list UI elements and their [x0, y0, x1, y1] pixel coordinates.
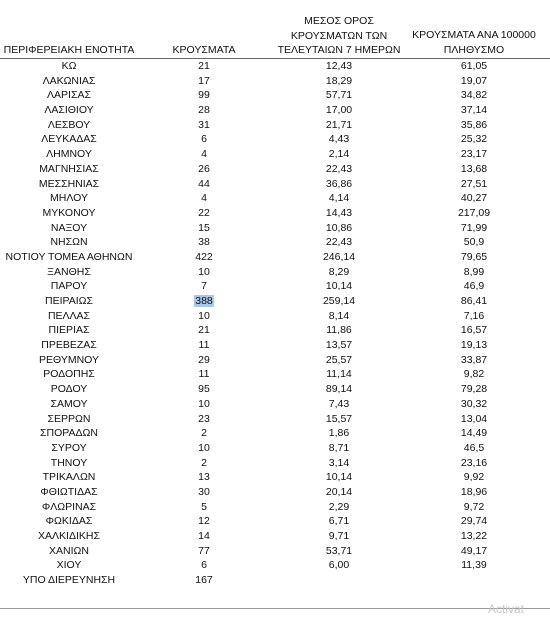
cell-cases[interactable]: 38 [198, 236, 210, 249]
table-row[interactable] [0, 206, 550, 221]
cell-seven-day-average[interactable]: 9,71 [328, 530, 350, 542]
cell-region[interactable]: ΣΠΟΡΑΔΩΝ [40, 427, 98, 440]
cell-seven-day-average[interactable]: 57,71 [325, 89, 353, 102]
table-row[interactable] [0, 485, 550, 500]
cell-cases-per-100k[interactable]: 71,99 [460, 221, 488, 234]
activation-watermark: Activat [488, 602, 525, 616]
cell-region[interactable]: ΧΙΟΥ [56, 559, 82, 572]
cell-cases[interactable]: 11 [198, 339, 210, 352]
cell-region[interactable]: ΛΑΡΙΣΑΣ [47, 89, 91, 102]
header-avg-line2: ΚΡΟΥΣΜΑΤΩΝ ΤΩΝ [290, 29, 388, 42]
cell-cases-per-100k[interactable]: 9,92 [463, 471, 485, 484]
table-row[interactable] [0, 544, 550, 559]
cell-seven-day-average[interactable]: 15,57 [325, 412, 353, 425]
cell-seven-day-average[interactable]: 10,14 [325, 280, 353, 293]
cell-cases-per-100k[interactable]: 27,51 [460, 177, 488, 190]
cell-region[interactable]: ΛΗΜΝΟΥ [46, 148, 92, 161]
cell-region[interactable]: ΝΗΣΩΝ [50, 236, 88, 249]
cell-cases[interactable]: 21 [198, 324, 210, 337]
cell-cases[interactable]: 30 [198, 485, 210, 498]
table-row[interactable] [0, 382, 550, 397]
cell-cases-per-100k[interactable]: 8,99 [463, 265, 485, 278]
cell-cases[interactable] [160, 294, 248, 309]
cell-cases[interactable]: 10 [198, 265, 210, 278]
cell-seven-day-average[interactable]: 3,14 [328, 456, 350, 469]
cell-cases-per-100k[interactable]: 40,27 [460, 192, 488, 205]
cell-cases[interactable]: 17 [198, 74, 210, 87]
table-row[interactable] [0, 250, 550, 265]
cell-cases[interactable]: 6 [201, 559, 207, 572]
cell-cases[interactable]: 95 [198, 383, 210, 396]
cell-cases-per-100k[interactable]: 33,87 [460, 353, 488, 366]
cell-region[interactable]: ΝΟΤΙΟΥ ΤΟΜΕΑ ΑΘΗΝΩΝ [5, 250, 133, 263]
header-region[interactable]: ΠΕΡΙΦΕΡΕΙΑΚΗ ΕΝΟΤΗΤΑ [3, 44, 135, 56]
cell-seven-day-average[interactable]: 246,14 [322, 250, 356, 263]
table-row[interactable] [0, 118, 550, 133]
cell-cases-per-100k[interactable]: 37,14 [460, 104, 488, 117]
cell-cases[interactable]: 2 [201, 456, 207, 469]
cell-cases[interactable]: 21 [198, 60, 210, 72]
cell-cases-per-100k[interactable]: 29,74 [460, 515, 488, 528]
cell-cases[interactable]: 23 [198, 412, 210, 425]
cell-region[interactable]: ΛΑΣΙΘΙΟΥ [44, 104, 94, 117]
cell-cases[interactable]: 5 [201, 500, 207, 513]
cell-cases-per-100k[interactable]: 9,82 [463, 368, 485, 381]
cell-seven-day-average[interactable]: 20,14 [325, 485, 353, 498]
table-row[interactable] [0, 309, 550, 324]
cell-cases-per-100k[interactable]: 217,09 [457, 206, 491, 219]
table-row[interactable] [0, 514, 550, 529]
cell-cases-per-100k[interactable]: 50,9 [463, 236, 485, 249]
cell-region[interactable]: ΚΩ [61, 60, 77, 72]
cell-cases-per-100k[interactable]: 79,28 [460, 383, 488, 396]
cell-cases-per-100k[interactable]: 49,17 [460, 544, 488, 557]
cell-region[interactable]: ΠΙΕΡΙΑΣ [48, 324, 90, 337]
table-row[interactable] [0, 132, 550, 147]
cell-seven-day-average[interactable]: 36,86 [325, 177, 353, 190]
cell-cases[interactable]: 12 [198, 515, 210, 528]
cell-region[interactable]: ΣΑΜΟΥ [50, 397, 88, 410]
cell-region[interactable]: ΛΕΥΚΑΔΑΣ [41, 133, 97, 146]
cell-cases[interactable]: 44 [198, 177, 210, 190]
cell-region[interactable]: ΦΛΩΡΙΝΑΣ [41, 500, 97, 513]
cell-seven-day-average[interactable]: 7,43 [328, 397, 350, 410]
cell-cases-per-100k[interactable]: 18,96 [460, 485, 488, 498]
cell-cases[interactable]: 6 [201, 133, 207, 146]
table-bottom-border [0, 608, 550, 609]
cell-region[interactable]: ΛΑΚΩΝΙΑΣ [42, 74, 96, 87]
cell-cases[interactable]: 11 [198, 368, 210, 381]
header-cases-per-100k[interactable] [398, 28, 550, 57]
table-row[interactable] [0, 59, 550, 74]
table-row[interactable] [0, 338, 550, 353]
cell-cases-per-100k[interactable]: 23,17 [460, 148, 488, 161]
table-row[interactable] [0, 265, 550, 280]
cell-seven-day-average[interactable]: 8,71 [328, 441, 350, 454]
cell-seven-day-average[interactable]: 8,14 [328, 309, 350, 322]
cell-region[interactable]: ΦΘΙΩΤΙΔΑΣ [40, 485, 98, 498]
table-row[interactable] [0, 426, 550, 441]
cell-cases-per-100k[interactable]: 9,72 [463, 500, 485, 513]
cell-cases[interactable]: 77 [198, 544, 210, 557]
cell-cases[interactable]: 29 [198, 353, 210, 366]
cell-seven-day-average[interactable]: 4,43 [328, 133, 350, 146]
table-row[interactable] [0, 500, 550, 515]
cell-cases[interactable]: 10 [198, 309, 210, 322]
header-seven-day-average[interactable] [268, 14, 410, 58]
table-row[interactable] [0, 323, 550, 338]
cell-cases[interactable]: 28 [198, 104, 210, 117]
cell-cases-per-100k[interactable]: 61,05 [460, 60, 488, 72]
cell-cases[interactable]: 4 [201, 148, 207, 161]
cell-seven-day-average[interactable]: 259,14 [322, 295, 356, 307]
table-row[interactable] [0, 529, 550, 544]
cell-cases[interactable]: 10 [198, 397, 210, 410]
cell-seven-day-average[interactable]: 14,43 [325, 206, 353, 219]
cell-seven-day-average[interactable]: 53,71 [325, 544, 353, 557]
cell-region[interactable]: ΡΟΔΟΥ [50, 383, 88, 396]
cell-cases[interactable]: 167 [195, 574, 213, 587]
table-row[interactable] [0, 470, 550, 485]
header-per-line2: ΠΛΗΘΥΣΜΟ [443, 43, 505, 56]
cell-seven-day-average[interactable]: 89,14 [325, 383, 353, 396]
cell-region[interactable]: ΣΕΡΡΩΝ [47, 412, 91, 425]
table-row[interactable] [0, 147, 550, 162]
cell-region[interactable]: ΧΑΝΙΩΝ [49, 544, 89, 557]
cell-region[interactable]: ΣΥΡΟΥ [51, 441, 87, 454]
cell-cases[interactable]: 14 [198, 530, 210, 542]
cell-seven-day-average[interactable]: 2,29 [328, 500, 350, 513]
cell-region[interactable]: ΝΑΞΟΥ [50, 221, 88, 234]
cell-region[interactable]: ΤΗΝΟΥ [50, 456, 88, 469]
table-row[interactable] [0, 397, 550, 412]
table-row[interactable] [0, 441, 550, 456]
cell-seven-day-average[interactable]: 6,00 [328, 559, 350, 572]
cell-cases[interactable]: 7 [201, 280, 207, 293]
cell-cases-per-100k[interactable]: 23,16 [460, 456, 488, 469]
cell-cases-per-100k[interactable]: 14,49 [460, 427, 488, 440]
cell-region[interactable]: ΡΕΘΥΜΝΟΥ [38, 353, 99, 366]
cell-cases[interactable]: 4 [201, 192, 207, 205]
cell-seven-day-average[interactable]: 4,14 [328, 192, 350, 205]
cell-cases[interactable]: 13 [198, 471, 210, 484]
cell-seven-day-average[interactable]: 12,43 [325, 60, 353, 72]
cell-region[interactable]: ΧΑΛΚΙΔΙΚΗΣ [38, 530, 100, 542]
cell-seven-day-average[interactable]: 22,43 [325, 162, 353, 175]
table-row[interactable] [0, 456, 550, 471]
cell-seven-day-average[interactable]: 8,29 [328, 265, 350, 278]
cell-seven-day-average[interactable]: 11,86 [326, 324, 352, 337]
table-row[interactable] [0, 573, 550, 588]
cell-region[interactable]: ΞΑΝΘΗΣ [47, 265, 91, 278]
cell-cases-per-100k[interactable]: 13,68 [460, 162, 488, 175]
cell-region[interactable]: ΦΩΚΙΔΑΣ [45, 515, 93, 528]
cell-cases-per-100k[interactable]: 7,16 [463, 309, 485, 322]
cell-region[interactable]: ΡΟΔΟΠΗΣ [43, 368, 95, 381]
cell-cases-per-100k[interactable]: 46,5 [463, 441, 485, 454]
cell-region[interactable]: ΜΕΣΣΗΝΙΑΣ [38, 177, 100, 190]
cell-seven-day-average[interactable]: 21,71 [325, 118, 353, 131]
cell-seven-day-average[interactable]: 18,29 [325, 74, 353, 87]
cell-region[interactable]: ΛΕΣΒΟΥ [47, 118, 91, 131]
cell-seven-day-average[interactable]: 1,86 [328, 427, 350, 440]
cell-region[interactable]: ΜΑΓΝΗΣΙΑΣ [39, 162, 99, 175]
header-per-line1: ΚΡΟΥΣΜΑΤΑ ΑΝΑ 100000 [412, 29, 536, 41]
cell-region[interactable]: ΠΕΙΡΑΙΩΣ [45, 295, 93, 307]
table-row[interactable] [0, 367, 550, 382]
table-row[interactable] [0, 191, 550, 206]
table-header [0, 14, 550, 58]
cell-cases[interactable]: 422 [195, 250, 213, 263]
table-body [0, 59, 550, 588]
table-row[interactable] [0, 177, 550, 192]
table-row[interactable] [0, 88, 550, 103]
cell-cases[interactable]: 22 [198, 206, 210, 219]
table-row[interactable] [0, 294, 550, 309]
cell-seven-day-average[interactable]: 10,86 [325, 221, 353, 234]
cell-seven-day-average[interactable]: 2,14 [328, 148, 350, 161]
cell-region[interactable]: ΠΡΕΒΕΖΑΣ [41, 339, 97, 352]
cell-region[interactable]: ΜΗΛΟΥ [50, 192, 88, 205]
cell-cases-per-100k[interactable]: 34,82 [460, 89, 488, 102]
cell-seven-day-average[interactable]: 6,71 [328, 515, 350, 528]
cell-cases[interactable]: 2 [201, 427, 207, 440]
table-row[interactable] [0, 74, 550, 89]
cell-cases-per-100k[interactable]: 25,32 [460, 133, 488, 146]
cell-cases-per-100k[interactable]: 86,41 [460, 295, 488, 307]
header-avg-line1: ΜΕΣΟΣ ΟΡΟΣ [304, 15, 374, 27]
cell-cases-per-100k[interactable]: 35,86 [460, 118, 488, 131]
cell-region[interactable]: ΤΡΙΚΑΛΩΝ [42, 471, 96, 484]
cell-cases-per-100k[interactable]: 19,13 [460, 339, 488, 352]
cell-cases[interactable]: 10 [198, 441, 210, 454]
cell-cases-per-100k[interactable]: 13,22 [460, 530, 488, 542]
table-row[interactable] [0, 353, 550, 368]
cell-region[interactable]: ΜΥΚΟΝΟΥ [42, 206, 96, 219]
cell-seven-day-average[interactable]: 10,14 [325, 471, 353, 484]
table-row[interactable] [0, 162, 550, 177]
cell-region[interactable]: ΥΠΟ ΔΙΕΡΕΥΝΗΣΗ [22, 574, 116, 587]
cell-cases[interactable]: 15 [198, 221, 210, 234]
cell-region[interactable]: ΠΕΛΛΑΣ [47, 309, 91, 322]
table-row[interactable] [0, 103, 550, 118]
cell-seven-day-average[interactable]: 13,57 [325, 339, 353, 352]
cell-cases[interactable]: 26 [198, 162, 210, 175]
cell-cases-per-100k[interactable]: 30,32 [460, 397, 488, 410]
cell-cases[interactable]: 31 [198, 118, 210, 131]
header-avg-line3: ΤΕΛΕΥΤΑΙΩΝ 7 ΗΜΕΡΩΝ [277, 44, 401, 56]
table-row[interactable] [0, 221, 550, 236]
cell-cases-per-100k[interactable]: 13,04 [460, 412, 488, 425]
cell-seven-day-average[interactable]: 25,57 [325, 353, 353, 366]
cell-seven-day-average[interactable]: 17,00 [325, 104, 353, 117]
table-row[interactable] [0, 412, 550, 427]
header-cases[interactable]: ΚΡΟΥΣΜΑΤΑ [172, 44, 236, 56]
cell-cases-per-100k[interactable]: 19,07 [460, 74, 488, 87]
cell-cases-per-100k[interactable]: 16,57 [460, 324, 488, 337]
cell-cases-per-100k[interactable]: 11,39 [461, 559, 487, 572]
cell-seven-day-average[interactable]: 11,14 [326, 368, 352, 381]
selected-cell-value: 388 [195, 295, 213, 307]
cell-seven-day-average[interactable]: 22,43 [325, 236, 353, 249]
table-row[interactable] [0, 235, 550, 250]
cell-cases-per-100k[interactable]: 79,65 [460, 250, 488, 263]
table-row[interactable] [0, 558, 550, 573]
table-row[interactable] [0, 279, 550, 294]
cell-region[interactable]: ΠΑΡΟΥ [50, 280, 88, 293]
cell-cases-per-100k[interactable]: 46,9 [463, 280, 485, 293]
cell-cases[interactable]: 99 [198, 89, 210, 102]
